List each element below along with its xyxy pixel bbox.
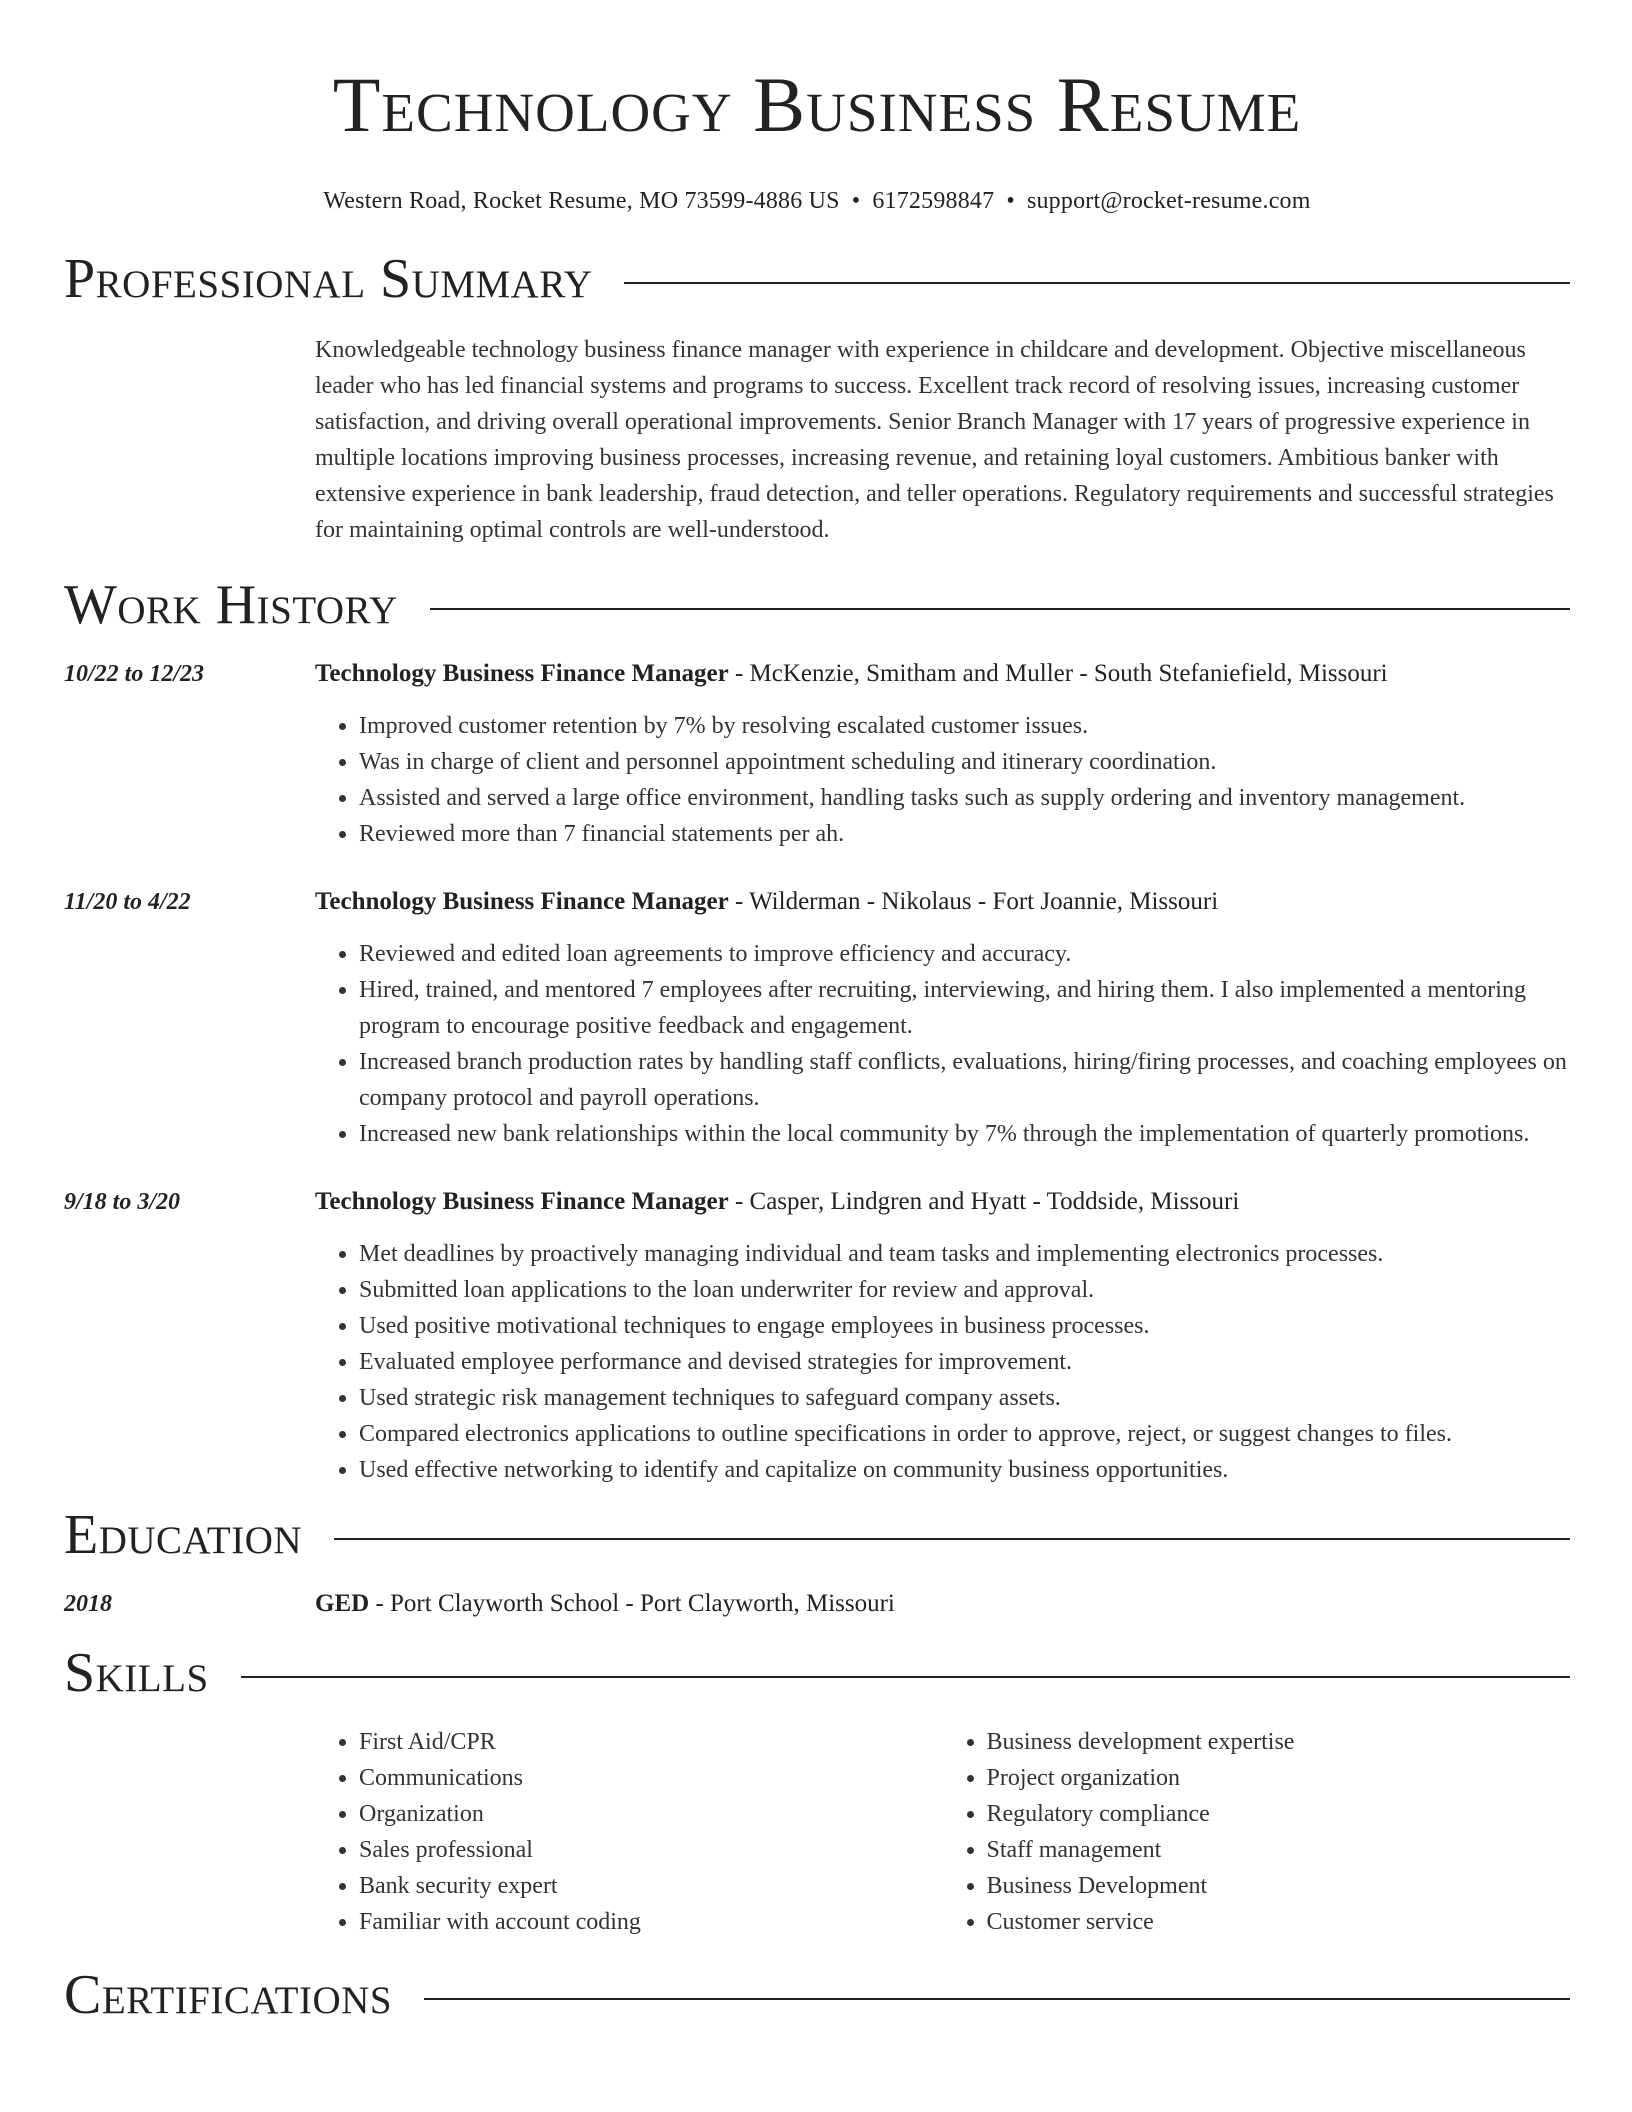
section-divider xyxy=(624,282,1570,284)
education-degree: GED xyxy=(315,1590,370,1617)
job-bullet: • Hired, trained, and mentored 7 employees after recruiting, interviewing, and hiring them. I also implemented a mentoring program to encourage positive feedback and engagement. xyxy=(359,972,1570,1044)
job-header xyxy=(315,1184,1570,1220)
skills-section-heading xyxy=(64,1640,1570,1706)
job-title: Technology Business Finance Manager xyxy=(315,888,729,915)
contact-phone: 6172598847 xyxy=(872,188,995,214)
skill-item: • Business Development xyxy=(987,1868,1571,1904)
resume-title: Technology Business Resume xyxy=(332,61,1302,148)
job-dates: 11/20 to 4/22 xyxy=(64,889,191,915)
job-bullet: • Submitted loan applications to the loan underwriter for review and approval. xyxy=(359,1272,1570,1308)
summary-heading: Professional Summary xyxy=(64,248,593,310)
skill-item: • Familiar with account coding xyxy=(359,1904,943,1940)
contact-separator: • xyxy=(851,188,861,214)
job-bullet: • Used effective networking to identify and capitalize on community business opportunities. xyxy=(359,1452,1570,1488)
job-bullet: • Used strategic risk management techniques to safeguard company assets. xyxy=(359,1380,1570,1416)
skill-item: • Regulatory compliance xyxy=(987,1796,1571,1832)
job-bullets xyxy=(315,1236,1570,1488)
education-section-heading xyxy=(64,1502,1570,1568)
skills-left-spacer xyxy=(64,1724,315,1940)
job-title: Technology Business Finance Manager xyxy=(315,1188,729,1215)
job-bullet: • Reviewed and edited loan agreements to improve efficiency and accuracy. xyxy=(359,936,1570,972)
skill-item: • Organization xyxy=(359,1796,943,1832)
job-left-spacer xyxy=(64,692,315,852)
contact-separator: • xyxy=(1006,188,1015,214)
section-divider xyxy=(430,608,1570,610)
certifications-heading: Certifications xyxy=(64,1964,393,2026)
summary-row xyxy=(64,332,1570,548)
skill-item: • Project organization xyxy=(987,1760,1571,1796)
skill-item: • Customer service xyxy=(987,1904,1571,1940)
skills-list-left xyxy=(315,1724,943,1940)
contact-line xyxy=(64,186,1570,216)
job-bullet: • Was in charge of client and personnel appointment scheduling and itinerary coordination. xyxy=(359,744,1570,780)
skill-item: • Bank security expert xyxy=(359,1868,943,1904)
job-left-spacer xyxy=(64,1220,315,1488)
job-bullet: • Compared electronics applications to outline specifications in order to approve, reject, or suggest changes to files. xyxy=(359,1416,1570,1452)
job-details: - Casper, Lindgren and Hyatt - Toddside, Missouri xyxy=(728,1188,1240,1215)
skills-heading: Skills xyxy=(64,1642,209,1704)
work-section-heading xyxy=(64,572,1570,638)
section-divider xyxy=(241,1676,1570,1678)
job-header xyxy=(315,656,1570,692)
job-header xyxy=(315,884,1570,920)
job-title: Technology Business Finance Manager xyxy=(315,660,729,687)
contact-email: support@rocket-resume.com xyxy=(1026,188,1311,214)
certifications-section-heading xyxy=(64,1962,1570,2028)
work-heading: Work History xyxy=(64,574,398,636)
summary-section-heading xyxy=(64,246,1570,312)
skills-list-right xyxy=(943,1724,1571,1940)
job-bullet: • Improved customer retention by 7% by resolving escalated customer issues. xyxy=(359,708,1570,744)
skill-item: • Sales professional xyxy=(359,1832,943,1868)
job-bullet: • Met deadlines by proactively managing individual and team tasks and implementing electronics processes. xyxy=(359,1236,1570,1272)
skill-item: • Staff management xyxy=(987,1832,1571,1868)
education-heading: Education xyxy=(64,1504,303,1566)
job-entry xyxy=(64,1184,1570,1488)
job-bullets xyxy=(315,708,1570,852)
job-details: - McKenzie, Smitham and Muller - South Stefaniefield, Missouri xyxy=(728,660,1388,687)
job-dates: 9/18 to 3/20 xyxy=(64,1189,181,1215)
job-bullet: • Increased branch production rates by handling staff conflicts, evaluations, hiring/firing processes, and coaching employees on company protocol and payroll operations. xyxy=(359,1044,1570,1116)
job-entry xyxy=(64,884,1570,1152)
job-bullet: • Evaluated employee performance and devised strategies for improvement. xyxy=(359,1344,1570,1380)
contact-address: Western Road, Rocket Resume, MO 73599-4886 US xyxy=(323,188,840,214)
job-bullet: • Used positive motivational techniques to engage employees in business processes. xyxy=(359,1308,1570,1344)
job-bullet: • Assisted and served a large office environment, handling tasks such as supply ordering and inventory management. xyxy=(359,780,1570,816)
summary-left-spacer xyxy=(64,332,315,548)
job-bullet: • Reviewed more than 7 financial statements per ah. xyxy=(359,816,1570,852)
skill-item: • Communications xyxy=(359,1760,943,1796)
education-details: - Port Clayworth School - Port Clayworth, Missouri xyxy=(369,1590,895,1617)
skill-item: • First Aid/CPR xyxy=(359,1724,943,1760)
education-entry xyxy=(64,1586,1570,1622)
skills-row xyxy=(64,1724,1570,1940)
section-divider xyxy=(334,1538,1570,1540)
job-left-spacer xyxy=(64,920,315,1152)
skills-grid xyxy=(315,1724,1570,1940)
job-details: - Wilderman - Nikolaus - Fort Joannie, Missouri xyxy=(728,888,1219,915)
summary-text: Knowledgeable technology business finance manager with experience in childcare and development. Objective miscellaneous leader who has led financial systems and programs to success. Excellent track record of resolving issues, increasing customer satisfaction, and driving overall operational improvements. Senior Branch Manager with 17 years of progressive experience in multiple locations improving business processes, increasing revenue, and retaining loyal customers. Ambitious banker with extensive experience in bank leadership, fraud detection, and teller operations. Regulatory requirements and successful strategies for maintaining optimal controls are well-understood. xyxy=(315,337,1554,543)
job-bullets xyxy=(315,936,1570,1152)
education-header xyxy=(315,1586,1570,1622)
education-year: 2018 xyxy=(64,1591,112,1617)
job-dates: 10/22 to 12/23 xyxy=(64,661,205,687)
job-entry xyxy=(64,656,1570,852)
section-divider xyxy=(424,1998,1570,2000)
job-bullet: • Increased new bank relationships within the local community by 7% through the implementation of quarterly promotions. xyxy=(359,1116,1570,1152)
skill-item: • Business development expertise xyxy=(987,1724,1571,1760)
